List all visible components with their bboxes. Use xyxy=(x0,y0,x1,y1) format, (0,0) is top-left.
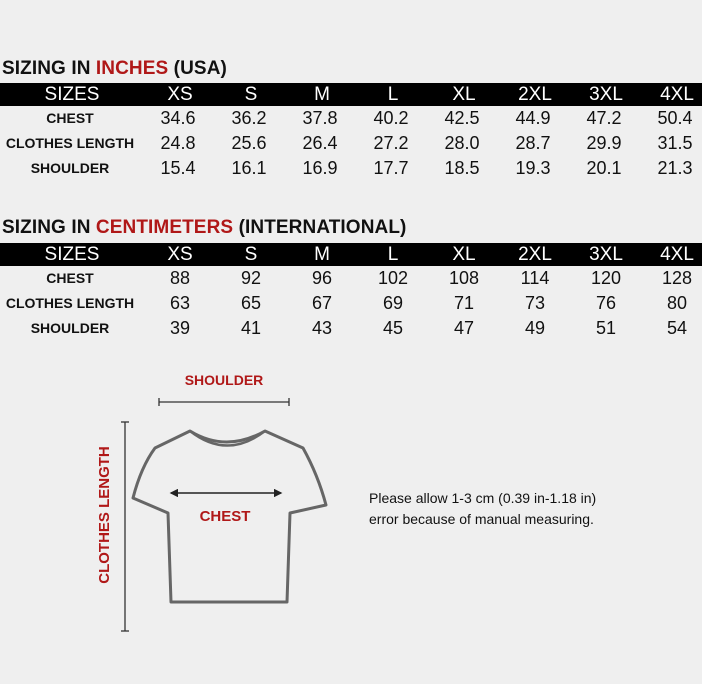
table-cell: 44.9 xyxy=(515,108,551,128)
inches-title-prefix: SIZING IN xyxy=(2,58,96,79)
row-label: CHEST xyxy=(46,270,94,286)
chest-label: CHEST xyxy=(199,508,251,525)
inches-size-4xl: 4XL xyxy=(660,84,694,105)
cm-size-4xl: 4XL xyxy=(660,244,694,265)
measurement-note xyxy=(369,488,596,530)
table-cell: 47.2 xyxy=(586,108,622,128)
table-cell: 26.4 xyxy=(302,133,338,153)
cm-size-l: L xyxy=(387,244,399,265)
cm-title-accent: CENTIMETERS xyxy=(95,217,234,238)
inches-size-xs: XS xyxy=(167,84,193,105)
table-cell: 76 xyxy=(595,293,617,313)
table-cell: 37.8 xyxy=(302,108,338,128)
table-cell: 42.5 xyxy=(444,108,480,128)
table-cell: 18.5 xyxy=(444,158,480,178)
table-cell: 28.7 xyxy=(515,133,551,153)
table-cell: 73 xyxy=(524,293,546,313)
table-cell: 67 xyxy=(311,293,333,313)
table-cell: 19.3 xyxy=(515,158,551,178)
table-cell: 39 xyxy=(169,318,191,338)
row-label: SHOULDER xyxy=(30,320,110,336)
cm-size-2xl: 2XL xyxy=(518,244,552,265)
table-cell: 51 xyxy=(595,318,617,338)
row-label: CHEST xyxy=(46,110,94,126)
table-cell: 34.6 xyxy=(160,108,196,128)
inches-size-m: M xyxy=(314,84,330,105)
table-cell: 27.2 xyxy=(373,133,409,153)
table-cell: 65 xyxy=(240,293,262,313)
table-cell: 24.8 xyxy=(160,133,196,153)
table-cell: 63 xyxy=(169,293,191,313)
inches-size-3xl: 3XL xyxy=(589,84,623,105)
table-cell: 80 xyxy=(666,293,688,313)
inches-size-l: L xyxy=(387,84,399,105)
inches-header-label: SIZES xyxy=(44,84,100,105)
table-cell: 88 xyxy=(169,268,191,288)
table-cell: 15.4 xyxy=(160,158,196,178)
table-cell: 16.1 xyxy=(231,158,267,178)
inches-size-xl: XL xyxy=(452,84,476,105)
table-cell: 31.5 xyxy=(657,133,693,153)
table-cell: 21.3 xyxy=(657,158,693,178)
cm-header-label: SIZES xyxy=(44,244,100,265)
table-cell: 17.7 xyxy=(373,158,409,178)
table-cell: 28.0 xyxy=(444,133,480,153)
table-cell: 36.2 xyxy=(231,108,267,128)
cm-size-3xl: 3XL xyxy=(589,244,623,265)
inches-size-2xl: 2XL xyxy=(518,84,552,105)
table-cell: 45 xyxy=(382,318,404,338)
row-label: CLOTHES LENGTH xyxy=(5,135,135,151)
cm-title-suffix: (INTERNATIONAL) xyxy=(233,217,407,238)
cm-size-xs: XS xyxy=(167,244,193,265)
table-cell: 69 xyxy=(382,293,404,313)
cm-title-prefix: SIZING IN xyxy=(2,217,96,238)
table-cell: 92 xyxy=(240,268,262,288)
table-cell: 128 xyxy=(661,268,693,288)
note-line-2: error because of manual measuring. xyxy=(369,511,594,527)
shoulder-label: SHOULDER xyxy=(184,372,264,388)
table-cell: 102 xyxy=(377,268,409,288)
note-line-1: Please allow 1-3 cm (0.39 in-1.18 in) xyxy=(369,490,597,506)
table-cell: 47 xyxy=(453,318,475,338)
table-cell: 43 xyxy=(311,318,333,338)
inches-title-accent: INCHES xyxy=(95,58,169,79)
inches-title-suffix: (USA) xyxy=(168,58,227,79)
table-cell: 54 xyxy=(666,318,688,338)
table-cell: 16.9 xyxy=(302,158,338,178)
table-cell: 120 xyxy=(590,268,622,288)
cm-size-s: S xyxy=(244,244,258,265)
table-cell: 96 xyxy=(311,268,333,288)
table-cell: 25.6 xyxy=(231,133,267,153)
table-cell: 108 xyxy=(448,268,480,288)
table-cell: 29.9 xyxy=(586,133,622,153)
cm-size-xl: XL xyxy=(452,244,476,265)
table-cell: 49 xyxy=(524,318,546,338)
row-label: SHOULDER xyxy=(30,160,110,176)
cm-size-m: M xyxy=(314,244,330,265)
table-cell: 41 xyxy=(240,318,262,338)
table-cell: 40.2 xyxy=(373,108,409,128)
row-label: CLOTHES LENGTH xyxy=(5,295,135,311)
inches-size-s: S xyxy=(244,84,258,105)
table-cell: 20.1 xyxy=(586,158,622,178)
clothes-length-label: CLOTHES LENGTH xyxy=(96,446,113,584)
table-cell: 71 xyxy=(453,293,475,313)
table-cell: 50.4 xyxy=(657,108,693,128)
table-cell: 114 xyxy=(520,268,550,288)
